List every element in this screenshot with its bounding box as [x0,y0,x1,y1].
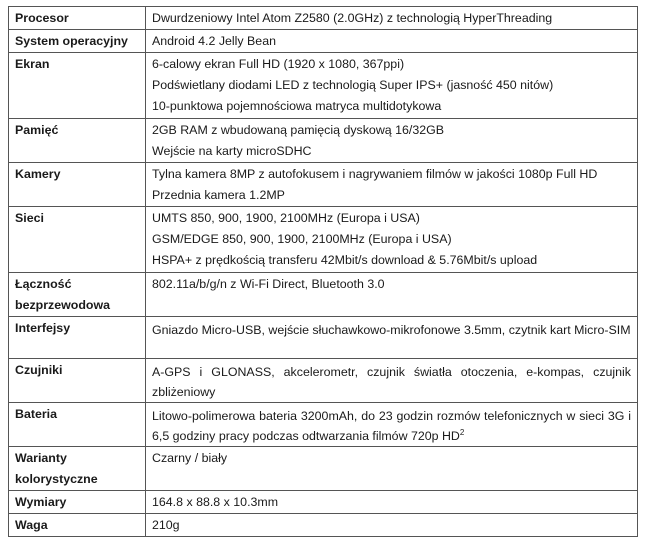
row-label-system: System operacyjny [9,30,146,53]
label-text: Warianty kolorystyczne [15,451,98,486]
row-label-interfejsy: Interfejsy [9,317,146,359]
row-value-interfejsy [146,317,638,359]
table-row [9,447,638,491]
value-paragraph: Gniazdo Micro-USB, wejście słuchawkowo-mikrofonowe 3.5mm, czytnik kart Micro-SIM [152,323,631,337]
table-row [9,491,638,514]
row-label-kamery: Kamery [9,163,146,207]
value-line: Android 4.2 Jelly Bean [152,34,276,48]
row-label-waga: Waga [9,514,146,537]
value-line: 802.11a/b/g/n z Wi-Fi Direct, Bluetooth 3.0 [152,277,385,291]
table-row [9,317,638,359]
value-line: Wejście na karty microSDHC [152,144,312,158]
table-row [9,119,638,163]
row-label-warianty [9,447,146,491]
row-value-ekran [146,53,638,119]
value-line: Tylna kamera 8MP z autofokusem i nagrywaniem filmów w jakości 1080p Full HD [152,167,598,181]
value-line: 6-calowy ekran Full HD (1920 x 1080, 367ppi) [152,57,405,71]
row-label-sieci: Sieci [9,207,146,273]
row-value-pamiec [146,119,638,163]
value-line: Przednia kamera 1.2MP [152,188,285,202]
row-value-system [146,30,638,53]
row-value-czujniki [146,359,638,403]
value-line: HSPA+ z prędkością transferu 42Mbit/s download & 5.76Mbit/s upload [152,253,538,267]
row-value-procesor [146,7,638,30]
row-label-procesor: Procesor [9,7,146,30]
row-value-bateria [146,403,638,447]
row-value-warianty [146,447,638,491]
battery-text: Litowo-polimerowa bateria 3200mAh, do 23 godzin rozmów telefonicznych w sieci 3G i 6,5 godziny pracy podczas odtwarzania filmów 720p HD [152,409,631,443]
table-row [9,30,638,53]
table-row [9,53,638,119]
value-paragraph [152,404,631,446]
row-value-wymiary [146,491,638,514]
label-text: Łączność bezprzewodowa [15,277,111,312]
table-row [9,7,638,30]
row-value-lacznosc [146,273,638,317]
footnote-marker: 2 [459,427,465,437]
value-line: GSM/EDGE 850, 900, 1900, 2100MHz (Europa i USA) [152,232,452,246]
value-line: 10-punktowa pojemnościowa matryca multidotykowa [152,99,442,113]
row-label-pamiec: Pamięć [9,119,146,163]
table-row [9,514,638,537]
row-label-wymiary: Wymiary [9,491,146,514]
row-value-sieci [146,207,638,273]
row-label-czujniki: Czujniki [9,359,146,403]
table-row [9,403,638,447]
specification-table [8,6,638,537]
table-row [9,207,638,273]
value-line: 210g [152,518,180,532]
row-label-bateria: Bateria [9,403,146,447]
table-row [9,163,638,207]
row-value-kamery [146,163,638,207]
value-line: Czarny / biały [152,451,228,465]
value-line: Dwurdzeniowy Intel Atom Z2580 (2.0GHz) z technologią HyperThreading [152,11,553,25]
row-label-lacznosc [9,273,146,317]
row-label-ekran: Ekran [9,53,146,119]
table-row [9,273,638,317]
value-line: 2GB RAM z wbudowaną pamięcią dyskową 16/32GB [152,123,445,137]
value-line: UMTS 850, 900, 1900, 2100MHz (Europa i USA) [152,211,420,225]
row-value-waga [146,514,638,537]
value-paragraph: A-GPS i GLONASS, akcelerometr, czujnik światła otoczenia, e-kompas, czujnik zbliżeniowy [152,365,631,399]
table-row [9,359,638,403]
value-line: Podświetlany diodami LED z technologią Super IPS+ (jasność 450 nitów) [152,78,554,92]
value-line: 164.8 x 88.8 x 10.3mm [152,495,279,509]
